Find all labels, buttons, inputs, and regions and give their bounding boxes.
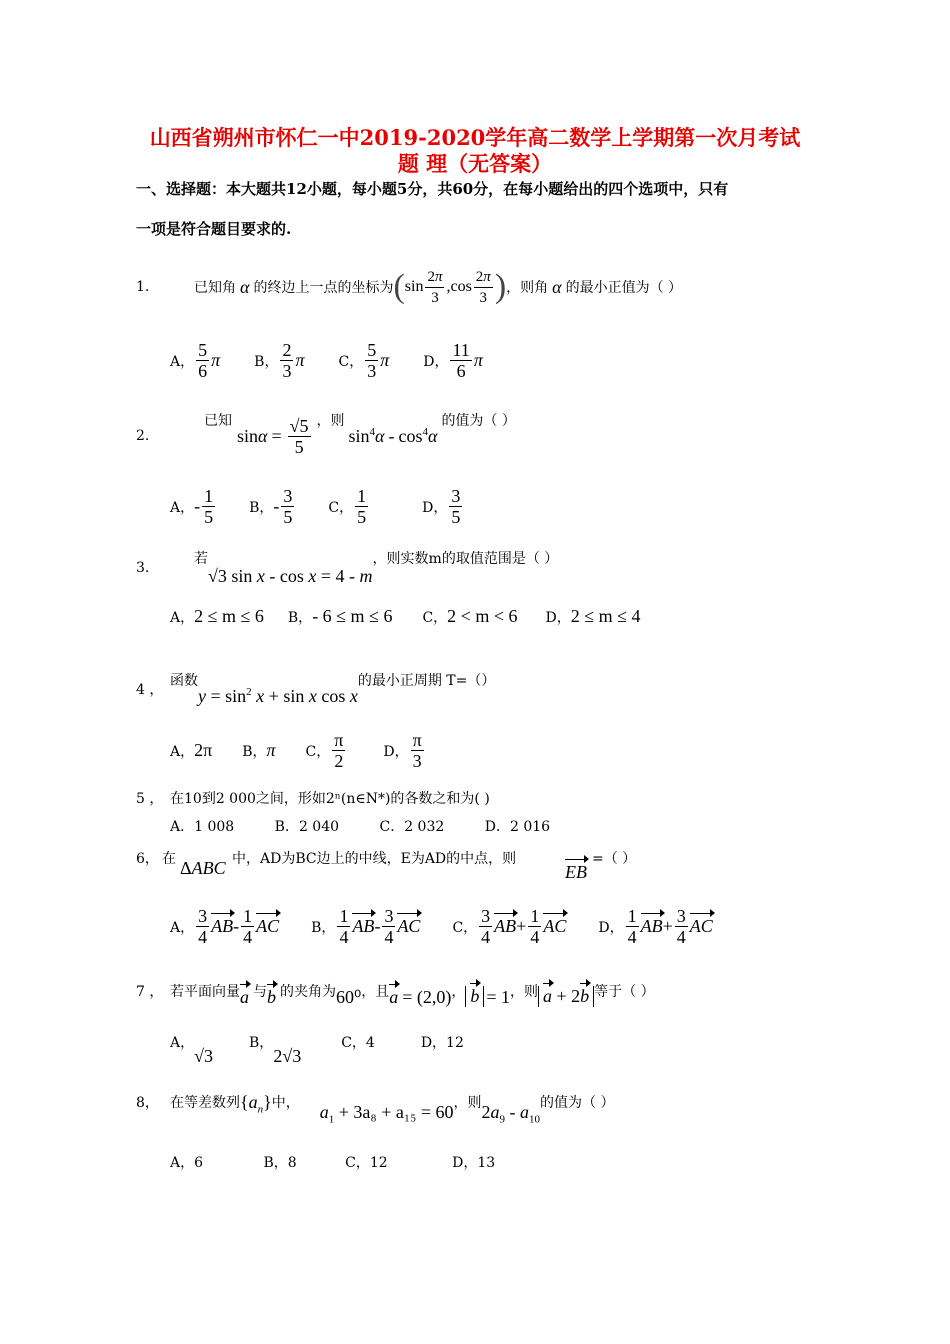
vector-eb: EB (565, 862, 587, 882)
q4-option-b[interactable]: B， π (242, 740, 276, 760)
q4-option-c[interactable]: C， $\frac{\pi}{2}$ (305, 730, 344, 771)
q7-options (170, 1032, 464, 1067)
q2-options (170, 486, 464, 527)
q2-option-c[interactable]: C， $\frac{1}{5}$ (328, 486, 367, 527)
q6-option-b[interactable]: B， $\frac{1}{4}$ AB - $\frac{3}{4}$ AC (311, 906, 421, 947)
q1-text-post: ，则角 (506, 280, 549, 296)
q7-number: 7 ， (136, 984, 164, 1000)
paren-right: ) (494, 268, 507, 305)
section-heading: 一、选择题：本大题共12小题，每小题5分，共60分，在每小题给出的四个选项中，只有 (136, 180, 729, 198)
q2-text: 已知 (204, 413, 232, 429)
paren-left: ( (393, 268, 405, 305)
q6-number: 6， (136, 851, 159, 867)
q1-option-b[interactable]: B， $\frac{2}{3}$ π (254, 340, 305, 381)
q1-option-d[interactable]: D， $\frac{11}{6}$ π (423, 340, 483, 381)
q1-number: 1. (136, 279, 150, 295)
q5-number: 5 ， (136, 791, 164, 807)
q5-option-a[interactable]: A．1 008 (170, 819, 235, 835)
page-title-line2: 题 理（无答案） (397, 151, 553, 176)
page-title-line1: 山西省朔州市怀仁一中2019-2020学年高二数学上学期第一次月考试 (149, 125, 801, 150)
q6-options (170, 906, 713, 947)
q2-formula: sin α = $\frac{√5}{5}$ ，则 $\sin^4$ α - $\cos^4$ α 的值为（ ） (237, 413, 516, 457)
magnitude-a-2b: a + 2b (538, 986, 594, 1007)
q8-expression: $2a_9 - a_{10}$ (481, 1102, 541, 1126)
q8-option-a[interactable]: A，6 (170, 1155, 204, 1171)
q4-option-a[interactable]: A， 2π (170, 740, 213, 760)
q3-text: 若 (194, 551, 208, 567)
sequence-an: $\{a_n\}$ (240, 1092, 272, 1116)
q6-option-c[interactable]: C， $\frac{3}{4}$ AB + $\frac{1}{4}$ AC (452, 906, 567, 947)
q5-option-d[interactable]: D．2 016 (484, 819, 551, 835)
q4-formula: $y = \sin^2 x + \sin x$ cos x (198, 686, 358, 706)
q5-option-c[interactable]: C．2 032 (379, 819, 445, 835)
frac-2pi-3b: $\frac{2\pi}{3}$ (475, 268, 491, 306)
q8-options (170, 1152, 495, 1172)
q5-option-b[interactable]: B．2 040 (274, 819, 340, 835)
q7-option-b[interactable]: B， 2√3 (249, 1035, 302, 1066)
angle-60: 60⁰ (336, 986, 362, 1007)
q6-option-d[interactable]: D， $\frac{1}{4}$ AB + $\frac{3}{4}$ AC (598, 906, 713, 947)
q2-number: 2. (136, 428, 150, 444)
q4-text-end: 的最小正周期 T=（） (357, 673, 496, 689)
q5-options (170, 816, 550, 836)
q1-text-mid: 的终边上一点的坐标为 (253, 280, 394, 296)
question-5 (136, 788, 490, 808)
q3-formula: √3 sin x - cos x = 4 - m (208, 566, 373, 586)
alpha-symbol: α (240, 276, 250, 297)
math-sin: sin (404, 278, 424, 295)
alpha-symbol: α (552, 276, 562, 297)
triangle-abc: ΔABC (180, 858, 226, 878)
question-8: 8， 在等差数列 $\{a_n\}$ 中， $a_1 + 3a_8 + a_{15} = 60$ ，则 $2a_9 - a_{10}$ 的值为（ ） (136, 1092, 615, 1126)
q7-text: 若平面向量 (170, 984, 240, 1000)
q2-option-a[interactable]: A， - $\frac{1}{5}$ (170, 486, 214, 527)
q3-option-c[interactable]: C，2 < m < 6 (422, 606, 518, 626)
q4-number: 4 ， (136, 681, 164, 698)
question-6 (136, 848, 176, 868)
question-2 (136, 410, 232, 462)
vector-a: a (240, 986, 249, 1007)
q3-option-a[interactable]: A，2 ≤ m ≤ 6 (170, 606, 264, 626)
q3-number: 3. (136, 559, 150, 576)
question-4 (136, 670, 495, 707)
section-heading-cont: 一项是符合题目要求的. (136, 220, 292, 238)
q8-option-d[interactable]: D，13 (452, 1155, 496, 1171)
q1-text: 已知角 (194, 280, 236, 296)
magnitude-b: b (465, 986, 484, 1007)
q3-text-end: ，则实数m的取值范围是（ ） (372, 551, 559, 567)
q4-options (170, 730, 426, 771)
q3-option-d[interactable]: D，2 ≤ m ≤ 4 (545, 606, 641, 626)
q7-option-d[interactable]: D，12 (420, 1035, 464, 1051)
vector-b: b (267, 986, 276, 1007)
question-7: 7 ， 若平面向量 a 与 b 的夹角为 60⁰ ，且 a = (2,0) ， b = 1 ，则 a + 2b 等于（ ） (136, 976, 655, 1006)
q7-option-a[interactable]: A， √3 (170, 1035, 214, 1066)
q8-text: 在等差数列 (170, 1095, 240, 1111)
q1-options (170, 340, 483, 381)
q1-text-end: 的最小正值为（ ） (565, 280, 683, 296)
q6-text: 在 (162, 851, 176, 867)
frac-2pi-3: $\frac{2\pi}{3}$ (427, 268, 443, 306)
q8-equation: $a_1 + 3a_8 + a_{15} = 60$ (319, 1102, 454, 1126)
question-3 (136, 548, 558, 587)
q3-options (170, 606, 640, 627)
q4-option-d[interactable]: D， $\frac{\pi}{3}$ (383, 730, 422, 771)
question-1 (136, 262, 682, 312)
q1-option-c[interactable]: C， $\frac{5}{3}$ π (338, 340, 390, 381)
q1-option-a[interactable]: A， $\frac{5}{6}$ π (170, 340, 221, 381)
math-cos: ,cos (446, 278, 472, 295)
q6-text-mid: 中，AD为BC边上的中线，E为AD的中点，则 (232, 851, 517, 867)
vector-a: a (389, 986, 399, 1007)
q7-option-c[interactable]: C，4 (341, 1035, 375, 1051)
q4-text: 函数 (170, 673, 198, 689)
q2-option-d[interactable]: D， $\frac{3}{5}$ (422, 486, 461, 527)
q8-number: 8， (136, 1095, 159, 1111)
q6-option-a[interactable]: A， $\frac{3}{4}$ AB - $\frac{1}{4}$ AC (170, 906, 280, 947)
q8-option-b[interactable]: B，8 (263, 1155, 297, 1171)
q2-option-b[interactable]: B， - $\frac{3}{5}$ (249, 486, 293, 527)
q3-option-b[interactable]: B，- 6 ≤ m ≤ 6 (287, 606, 393, 626)
q6-text-end: =（ ） (592, 851, 637, 867)
q8-option-c[interactable]: C，12 (345, 1155, 388, 1171)
q5-text: 在10到2 000之间，形如2ⁿ(n∈N*)的各数之和为( ) (170, 791, 490, 807)
